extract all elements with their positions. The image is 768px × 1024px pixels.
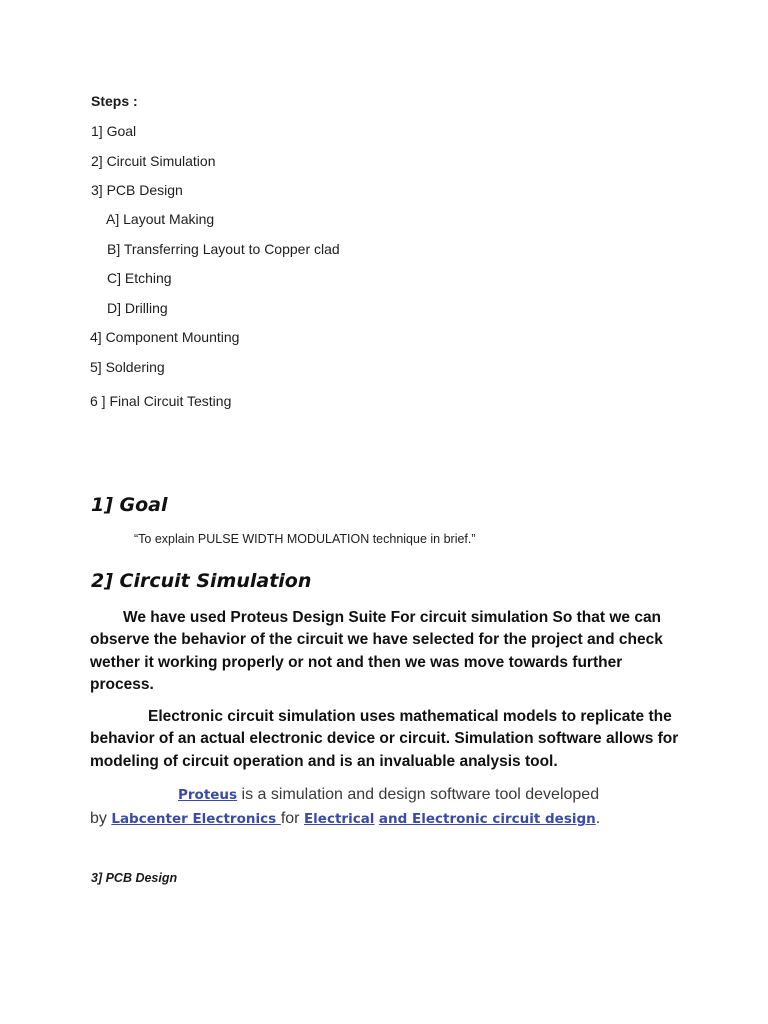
by-text: by (90, 810, 112, 827)
for-text: for (280, 810, 304, 827)
proteus-line-1 (178, 786, 599, 804)
electronic-circuit-design-link[interactable]: and Electronic circuit design (378, 811, 596, 827)
proteus-description: is a simulation and design software tool developed (237, 786, 600, 803)
step-item-component-mounting: 4] Component Mounting (90, 329, 240, 345)
proteus-link[interactable]: Proteus (178, 787, 238, 803)
substep-item-etching: C] Etching (107, 270, 172, 286)
pcb-design-heading: 3] PCB Design (91, 871, 178, 885)
step-item-circuit-simulation: 2] Circuit Simulation (91, 153, 216, 169)
step-item-final-circuit-testing: 6 ] Final Circuit Testing (90, 393, 232, 409)
step-item-pcb-design: 3] PCB Design (91, 182, 183, 198)
simulation-paragraph-2 (90, 706, 690, 773)
substep-item-drilling: D] Drilling (107, 300, 168, 316)
step-item-goal: 1] Goal (91, 123, 137, 139)
simulation-paragraph-2-text: Electronic circuit simulation uses mathematical models to replicate the behavior of an actual electronic device or circuit. Simulation software allows for modeling of circuit operation and is an invaluable analysis tool. (90, 708, 679, 770)
goal-heading: 1] Goal (91, 494, 168, 516)
circuit-simulation-heading: 2] Circuit Simulation (91, 570, 312, 592)
simulation-paragraph-1-text: We have used Proteus Design Suite For circuit simulation So that we can observe the behavior of the circuit we have selected for the project and check wether it working properly or not and then we was move towards further process. (90, 609, 663, 693)
step-item-soldering: 5] Soldering (90, 359, 165, 375)
period-text: . (595, 810, 601, 827)
goal-text: “To explain PULSE WIDTH MODULATION technique in brief.” (134, 532, 476, 546)
labcenter-electronics-link[interactable]: Labcenter Electronics (111, 811, 281, 827)
electrical-link[interactable]: Electrical (303, 811, 375, 827)
substep-item-layout-making: A] Layout Making (106, 211, 215, 227)
simulation-paragraph-1 (90, 607, 690, 696)
substep-item-transferring-layout: B] Transferring Layout to Copper clad (107, 241, 340, 257)
proteus-line-2 (90, 810, 600, 828)
steps-heading: Steps : (91, 93, 138, 109)
